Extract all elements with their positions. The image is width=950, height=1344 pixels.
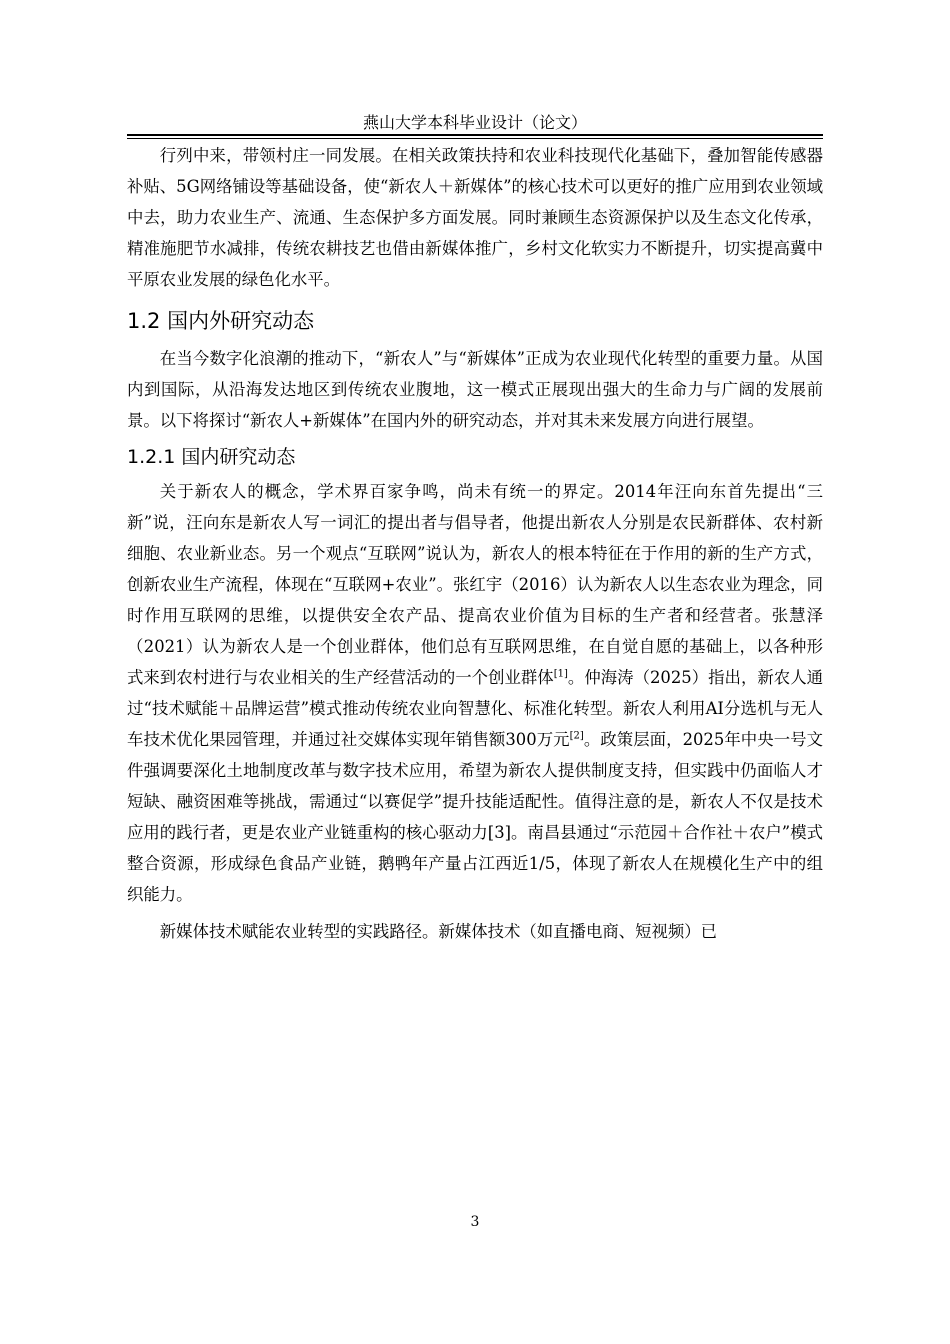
paragraph-text: 关于新农人的概念，学术界百家争鸣，尚未有统一的界定。2014年汪向东首先提出“三新”说，汪向东是新农人写一词汇的提出者与倡导者，他提出新农人分别是农民新群体、农村新细胞、农业新业态。另一个观点“互联网”说认为，新农人的根本特征在于作用的新的生产方式，创新农业生产流程，体现在“互联网+农业”。张红宇（2016）认为新农人以生态农业为理念，同时作用互联网的思维，以提供安全农产品、提高农业价值为目标的生产者和经营者。张慧泽（2021）认为新农人是一个创业群体，他们总有互联网思维，在自觉自愿的基础上，以各种形式来到农村进行与农业相关的生产经营活动的一个创业群体	[127, 482, 823, 687]
section-1-2-paragraph: 在当今数字化浪潮的推动下，“新农人”与“新媒体”正成为农业现代化转型的重要力量。从国内到国际，从沿海发达地区到传统农业腹地，这一模式正展现出强大的生命力与广阔的发展前景。以下将探讨“新农人+新媒体”在国内外的研究动态，并对其未来发展方向进行展望。	[127, 349, 823, 430]
paragraph-text: 。政策层面，2025年中央一号文件强调要深化土地制度改革与数字技术应用，希望为新农人提供制度支持，但实践中仍面临人才短缺、融资困难等挑战，需通过“以赛促学”提升技能适配性。值得注意的是，新农人不仅是技术应用的践行者，更是农业产业链重构的核心驱动力[3]。南昌县通过“示范园＋合作社＋农户”模式整合资源，形成绿色食品产业链，鹅鸭年产量占江西近1/5，体现了新农人在规模化生产中的组织能力。	[127, 730, 823, 904]
section-1-2-1-paragraph-1	[127, 476, 823, 910]
section-1-2-1-paragraph-2: 新媒体技术赋能农业转型的实践路径。新媒体技术（如直播电商、短视频）已	[159, 922, 718, 941]
paragraph-text: 。仲海涛（2025）指出，新农人通过“技术赋能＋品牌运营”模式推动传统农业向智慧化、标准化转型。新农人利用AI分选机与无人车技术优化果园管理，并通过社交媒体实现年销售额300万元	[127, 668, 824, 749]
section-heading-1-2: 1.2 国内外研究动态	[127, 309, 315, 333]
section-heading-1-2-1: 1.2.1 国内研究动态	[127, 446, 296, 468]
citation-ref-2: [2]	[569, 730, 584, 742]
citation-ref-1: [1]	[553, 668, 568, 680]
header-rule-thin	[127, 138, 823, 139]
continued-paragraph: 行列中来，带领村庄一同发展。在相关政策扶持和农业科技现代化基础下，叠加智能传感器补贴、5G网络铺设等基础设备，使“新农人＋新媒体”的核心技术可以更好的推广应用到农业领域中去，助力农业生产、流通、生态保护多方面发展。同时兼顾生态资源保护以及生态文化传承，精准施肥节水减排，传统农耕技艺也借由新媒体推广，乡村文化软实力不断提升，切实提高冀中平原农业发展的绿色化水平。	[127, 146, 823, 289]
page-number: 3	[470, 1214, 480, 1230]
running-header: 燕山大学本科毕业设计（论文）	[362, 113, 587, 132]
page-body	[127, 140, 823, 947]
header-rule-thick	[127, 134, 823, 136]
